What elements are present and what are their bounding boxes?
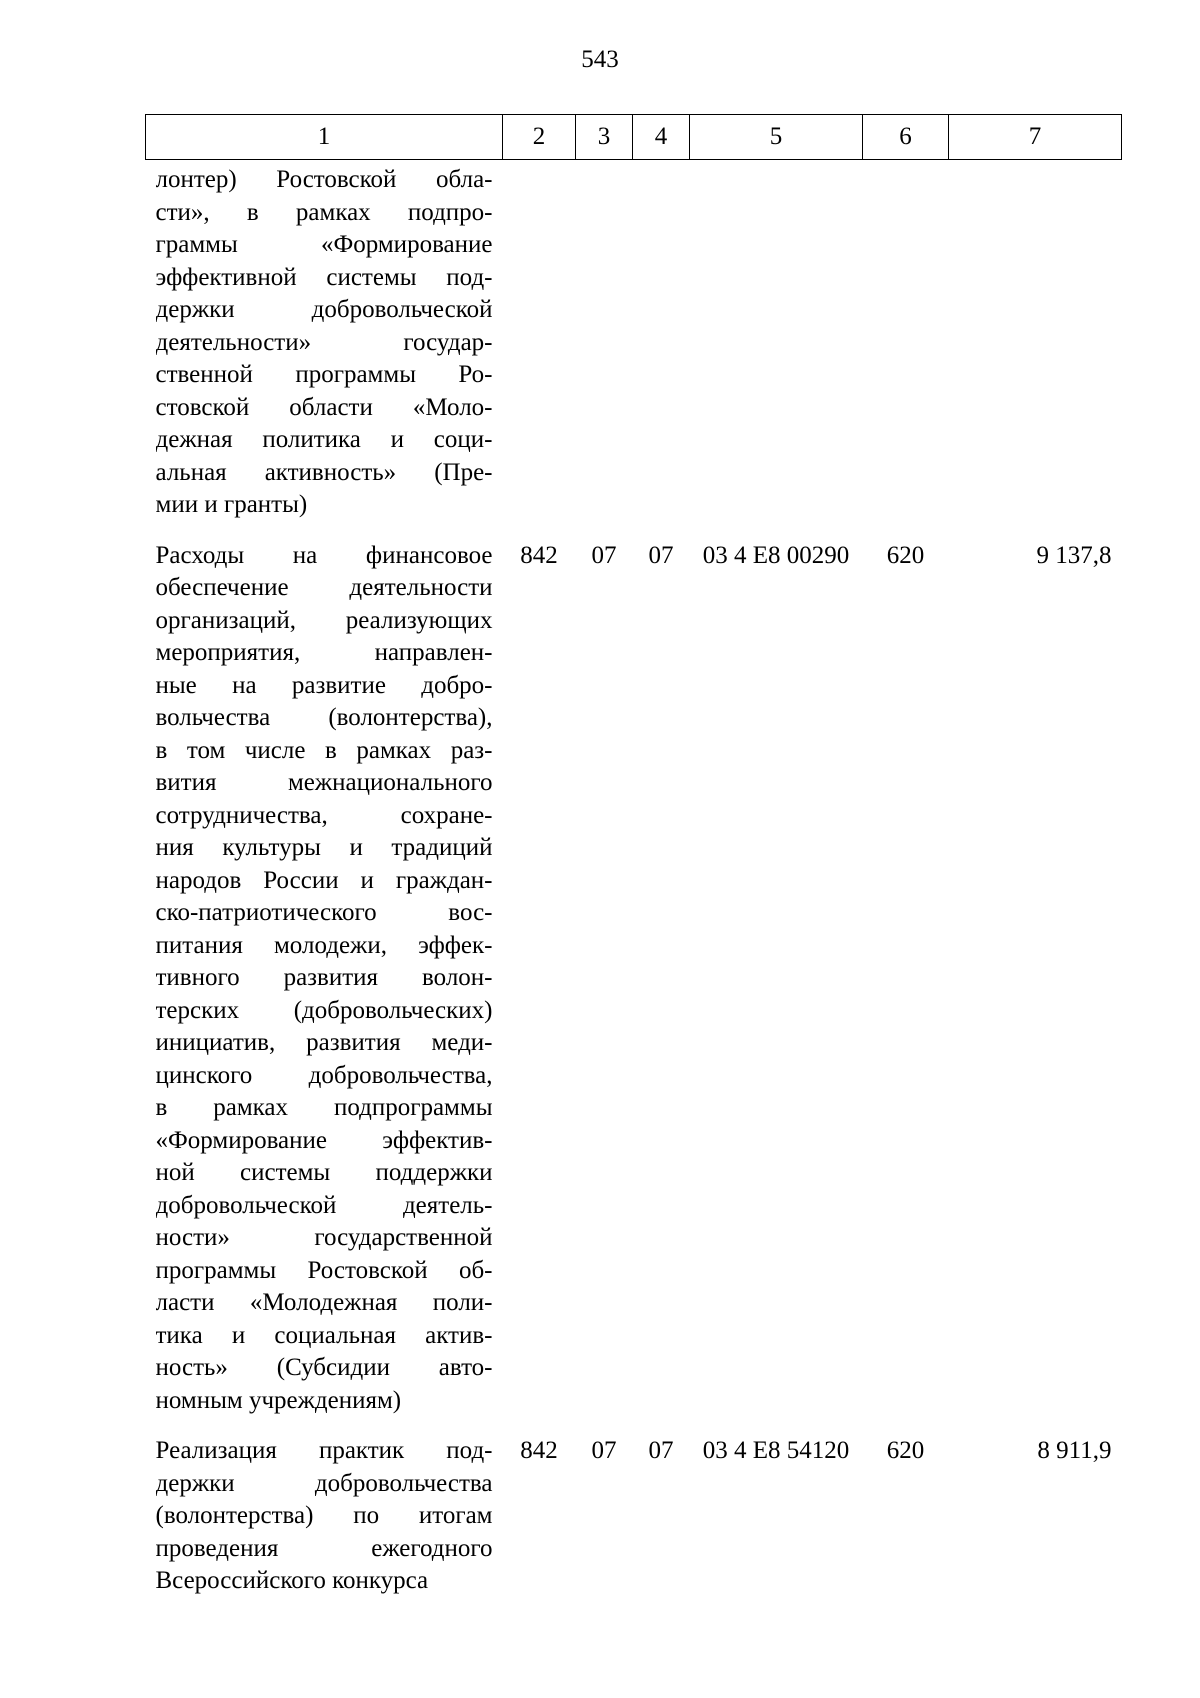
row-chapter: 842	[520, 1437, 558, 1464]
description-line: ность» (Субсидии авто-	[155, 1354, 493, 1381]
description-line: стовской области «Моло-	[155, 393, 493, 421]
table-body	[146, 160, 1122, 1608]
header-col-7: 7	[949, 115, 1122, 160]
description-line: ско-патриотического вос-	[155, 899, 493, 926]
description-line: инициатив, развития меди-	[155, 1029, 493, 1056]
row-subsection: 07	[648, 1437, 674, 1464]
description-line: терских (добровольческих)	[155, 996, 493, 1024]
row-chapter: 842	[520, 541, 558, 569]
description-line: лонтер) Ростовской обла-	[155, 166, 493, 193]
row-description	[146, 160, 503, 532]
description-line: ной системы поддержки	[155, 1159, 493, 1186]
row-subsection: 07	[648, 541, 674, 569]
row-amount: 9 137,8	[1036, 541, 1112, 569]
row-expense-type: 620	[886, 1437, 925, 1464]
description-line: вольчества (волонтерства),	[155, 704, 493, 731]
row-target-article: 03 4 E8 54120	[702, 1437, 850, 1464]
header-row	[146, 115, 1122, 160]
description-line: держки добровольчества	[155, 1469, 493, 1497]
description-line: ственной программы Ро-	[155, 361, 493, 388]
description-line: добровольческой деятель-	[155, 1191, 493, 1219]
description-line: тивного развития волон-	[155, 964, 493, 991]
header-col-5: 5	[690, 115, 863, 160]
row-section: 07	[591, 1437, 617, 1464]
row-expense-type	[863, 160, 949, 532]
description-line: в том числе в рамках раз-	[155, 736, 493, 764]
description-line: деятельности» государ-	[155, 328, 493, 356]
row-amount: 8 911,9	[1037, 1437, 1112, 1464]
table-row	[146, 1427, 1122, 1608]
row-description	[146, 1427, 503, 1608]
description-line: ния культуры и традиций	[155, 834, 493, 861]
row-amount	[949, 160, 1122, 532]
row-description	[146, 532, 503, 1428]
description-line: вития межнационального	[155, 769, 493, 796]
table-header	[146, 115, 1122, 160]
header-col-1: 1	[146, 115, 503, 160]
description-line: ные на развитие добро-	[155, 671, 493, 699]
description-line: эффективной системы под-	[155, 263, 493, 291]
description-line: ласти «Молодежная поли-	[155, 1289, 493, 1316]
row-chapter	[503, 160, 576, 532]
row-target-article: 03 4 E8 00290	[702, 541, 850, 569]
description-line: тика и социальная актив-	[155, 1321, 493, 1349]
description-line: народов России и граждан-	[155, 866, 493, 894]
table-row	[146, 532, 1122, 1428]
row-target-article	[690, 160, 863, 532]
table-row	[146, 160, 1122, 532]
description-line: организаций, реализующих	[155, 606, 493, 634]
header-col-3: 3	[576, 115, 633, 160]
page-number: 543	[581, 46, 619, 73]
description-line: граммы «Формирование	[155, 231, 493, 258]
header-col-2: 2	[503, 115, 576, 160]
header-col-6: 6	[863, 115, 949, 160]
budget-table	[145, 114, 1122, 1608]
description-line: «Формирование эффектив-	[155, 1126, 493, 1154]
description-line: мии и гранты)	[155, 491, 308, 518]
description-line: дежная политика и соци-	[155, 426, 493, 453]
description-line: (волонтерства) по итогам	[155, 1502, 493, 1529]
description-line: Всероссийского конкурса	[155, 1567, 429, 1594]
row-section: 07	[591, 541, 617, 569]
description-line: сотрудничества, сохране-	[155, 801, 493, 829]
description-line: питания молодежи, эффек-	[155, 931, 493, 959]
row-expense-type: 620	[886, 541, 925, 569]
description-line: проведения ежегодного	[155, 1534, 493, 1562]
description-line: обеспечение деятельности	[155, 574, 493, 601]
row-subsection	[633, 160, 690, 532]
description-line: альная активность» (Пре-	[155, 458, 493, 486]
description-line: мероприятия, направлен-	[155, 639, 493, 666]
description-line: ности» государственной	[155, 1224, 493, 1251]
description-line: сти», в рамках подпро-	[155, 198, 493, 226]
description-line: программы Ростовской об-	[155, 1256, 493, 1284]
description-line: номным учреждениям)	[155, 1386, 402, 1414]
description-line: Реализация практик под-	[155, 1437, 493, 1464]
description-line: держки добровольческой	[155, 296, 493, 323]
row-section	[576, 160, 633, 532]
description-line: Расходы на финансовое	[155, 541, 493, 569]
description-line: в рамках подпрограммы	[155, 1094, 493, 1121]
description-line: цинского добровольчества,	[155, 1061, 493, 1089]
header-col-4: 4	[633, 115, 690, 160]
